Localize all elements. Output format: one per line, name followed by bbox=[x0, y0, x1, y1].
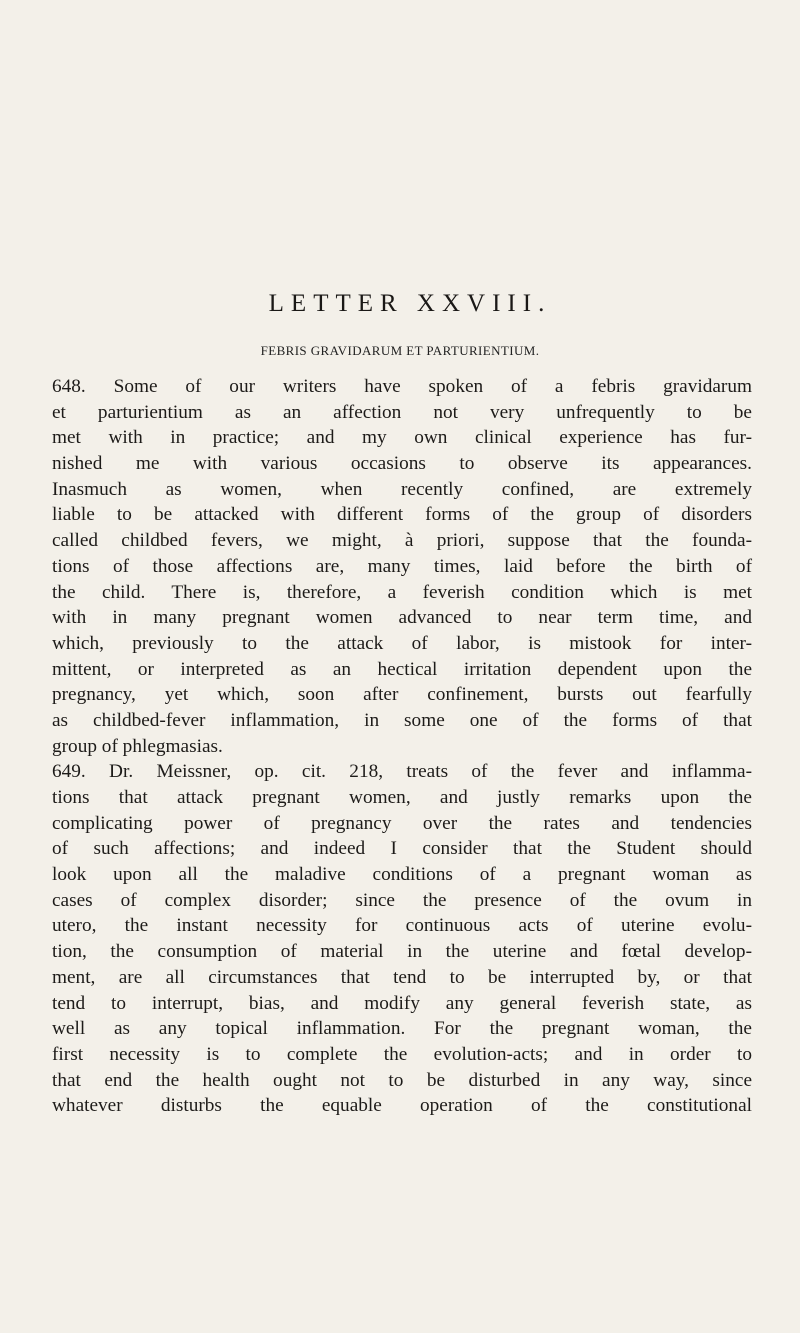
text-line: as childbed-fever inflammation, in some one of the forms of that bbox=[52, 709, 752, 731]
text-line: et parturientium as an affection not very unfrequently to be bbox=[52, 401, 752, 423]
letter-heading: LETTER XXVIII. bbox=[268, 290, 552, 317]
text-line: tions that attack pregnant women, and justly remarks upon the bbox=[52, 787, 752, 808]
text-line: mittent, or interpreted as an hectical irritation dependent upon the bbox=[52, 658, 752, 680]
text-line: look upon all the maladive conditions of a pregnant woman as bbox=[52, 864, 752, 886]
body-text bbox=[52, 374, 752, 1119]
text-line: called childbed fevers, we might, à priori, suppose that the founda- bbox=[52, 530, 752, 552]
text-line: group of phlegmasias. bbox=[52, 735, 223, 757]
text-line: 648. Some of our writers have spoken of a febris gravidarum bbox=[52, 376, 752, 397]
text-line: met with in practice; and my own clinical experience has fur- bbox=[52, 427, 752, 449]
text-line: well as any topical inflammation. For the pregnant woman, the bbox=[52, 1018, 752, 1040]
text-line: liable to be attacked with different forms of the group of disorders bbox=[52, 504, 752, 526]
text-line: tion, the consumption of material in the uterine and fœtal develop- bbox=[52, 941, 752, 963]
text-line: of such affections; and indeed I consider that the Student should bbox=[52, 838, 752, 860]
text-line: tions of those affections are, many times, laid before the birth of bbox=[52, 555, 752, 577]
text-line: first necessity is to complete the evolution-acts; and in order to bbox=[52, 1043, 752, 1065]
text-line: cases of complex disorder; since the presence of the ovum in bbox=[52, 889, 752, 911]
text-line: that end the health ought not to be disturbed in any way, since bbox=[52, 1069, 752, 1091]
text-line: nished me with various occasions to observe its appearances. bbox=[52, 453, 752, 475]
text-line: Inasmuch as women, when recently confined, are extremely bbox=[52, 478, 752, 500]
text-line: pregnancy, yet which, soon after confinement, bursts out fearfully bbox=[52, 684, 752, 706]
text-line: the child. There is, therefore, a feverish condition which is met bbox=[52, 581, 752, 603]
text-line: utero, the instant necessity for continuous acts of uterine evolu- bbox=[52, 915, 752, 937]
text-line: complicating power of pregnancy over the rates and tendencies bbox=[52, 812, 752, 834]
text-line: ment, are all circumstances that tend to be interrupted by, or that bbox=[52, 966, 752, 988]
text-line: whatever disturbs the equable operation of the constitutional bbox=[52, 1095, 752, 1117]
text-line: with in many pregnant women advanced to near term time, and bbox=[52, 607, 752, 629]
text-line: tend to interrupt, bias, and modify any general feverish state, as bbox=[52, 992, 752, 1014]
letter-subheading: FEBRIS GRAVIDARUM ET PARTURIENTIUM. bbox=[260, 343, 540, 358]
text-line: which, previously to the attack of labor, is mistook for inter- bbox=[52, 632, 752, 654]
text-line: 649. Dr. Meissner, op. cit. 218, treats of the fever and inflamma- bbox=[52, 761, 752, 783]
